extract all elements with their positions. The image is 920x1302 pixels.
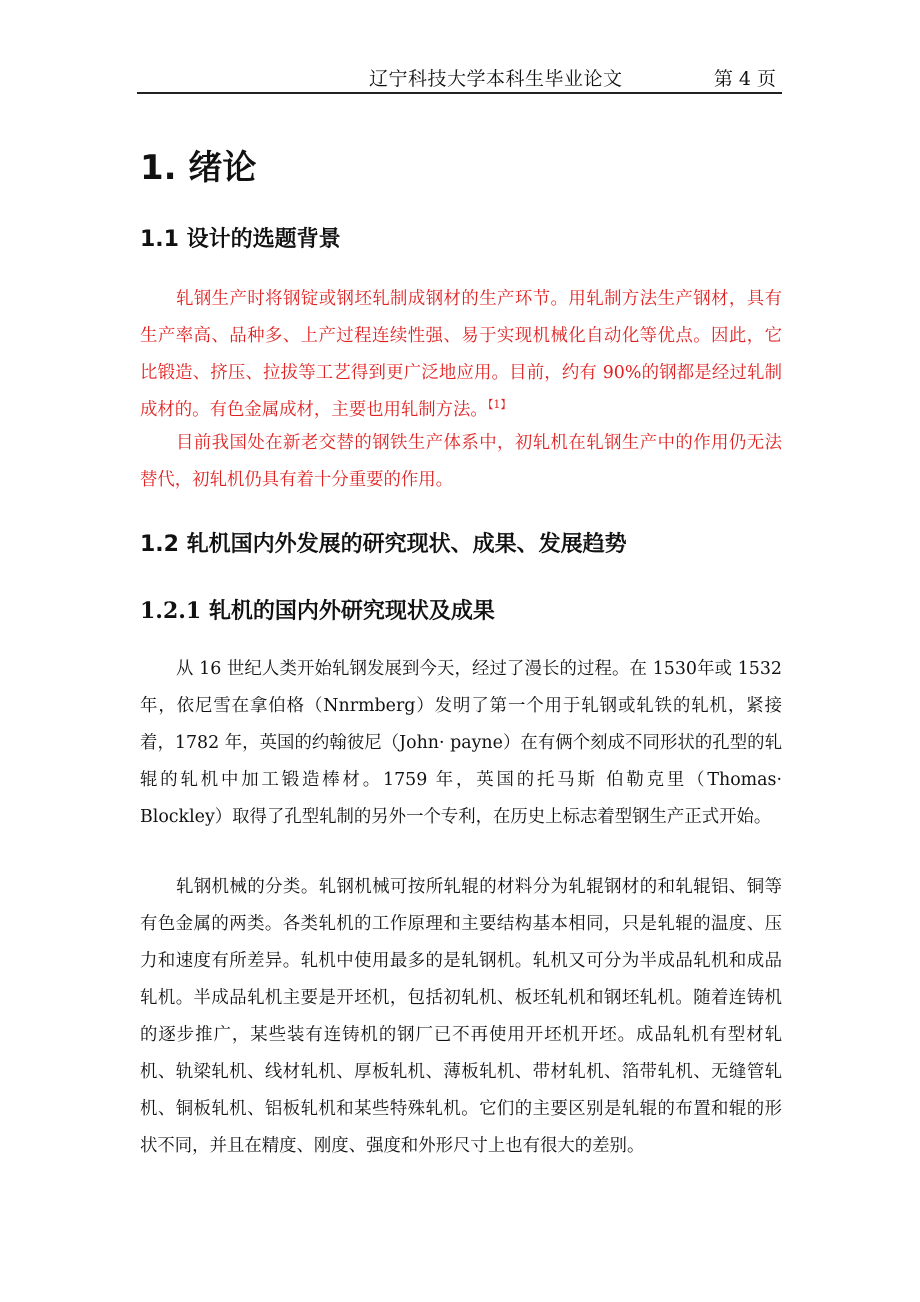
paragraph-classification: 轧钢机械的分类。轧钢机械可按所轧辊的材料分为轧辊钢材的和轧辊铝、铜等有色金属的两类。各类轧机的工作原理和主要结构基本相同，只是轧辊的温度、压力和速度有所差异。轧机中使用最多的是轧钢机。轧机又可分为半成品轧机和成品轧机。半成品轧机主要是开坯机，包括初轧机、板坯轧机和钢坯轧机。随着连铸机的逐步推广，某些装有连铸机的钢厂已不再使用开坯机开坯。成品轧机有型材轧机、轨梁轧机、线材轧机、厚板轧机、薄板轧机、带材轧机、箔带轧机、无缝管轧机、铜板轧机、铝板轧机和某些特殊轧机。它们的主要区别是轧辊的布置和辊的形状不同，并且在精度、刚度、强度和外形尺寸上也有很大的差别。 [140,877,782,1156]
header-title: 辽宁科技大学本科生毕业论文 [369,68,623,90]
citation-ref: 【1】 [487,398,512,412]
paragraph-background-1 [140,281,782,429]
header-page-number: 第 4 页 [713,68,776,90]
paragraph-text: 轧钢生产时将钢锭或钢坯轧制成钢材的生产环节。用轧制方法生产钢材，具有生产率高、品种多、上产过程连续性强、易于实现机械化自动化等优点。因此，它比锻造、挤压、拉拔等工艺得到更广泛地应用。目前，约有 90%的钢都是经过轧制成材的。有色金属成材，主要也用轧制方法。 [140,289,782,420]
page-header [137,62,782,94]
chapter-heading: 1. 绪论 [140,148,257,188]
paragraph-background-2: 目前我国处在新老交替的钢铁生产体系中，初轧机在轧钢生产中的作用仍无法替代，初轧机仍具有着十分重要的作用。 [140,433,782,490]
paragraph-history: 从 16 世纪人类开始轧钢发展到今天，经过了漫长的过程。在 1530年或 1532年，依尼雪在拿伯格（Nnrmberg）发明了第一个用于轧钢或轧铁的轧机，紧接着，1782 年，英国的约翰彼尼（John· payne）在有俩个刻成不同形状的孔型的轧辊的轧机中加工锻造棒材。1759 年，英国的托马斯 伯勒克里（Thomas· Blockley）取得了孔型轧制的另外一个专利，在历史上标志着型钢生产正式开始。 [140,659,782,827]
section-heading-1-1: 1.1 设计的选题背景 [140,227,341,252]
subsection-heading-1-2-1: 1.2.1 轧机的国内外研究现状及成果 [140,598,495,624]
section-heading-1-2: 1.2 轧机国内外发展的研究现状、成果、发展趋势 [140,532,627,557]
